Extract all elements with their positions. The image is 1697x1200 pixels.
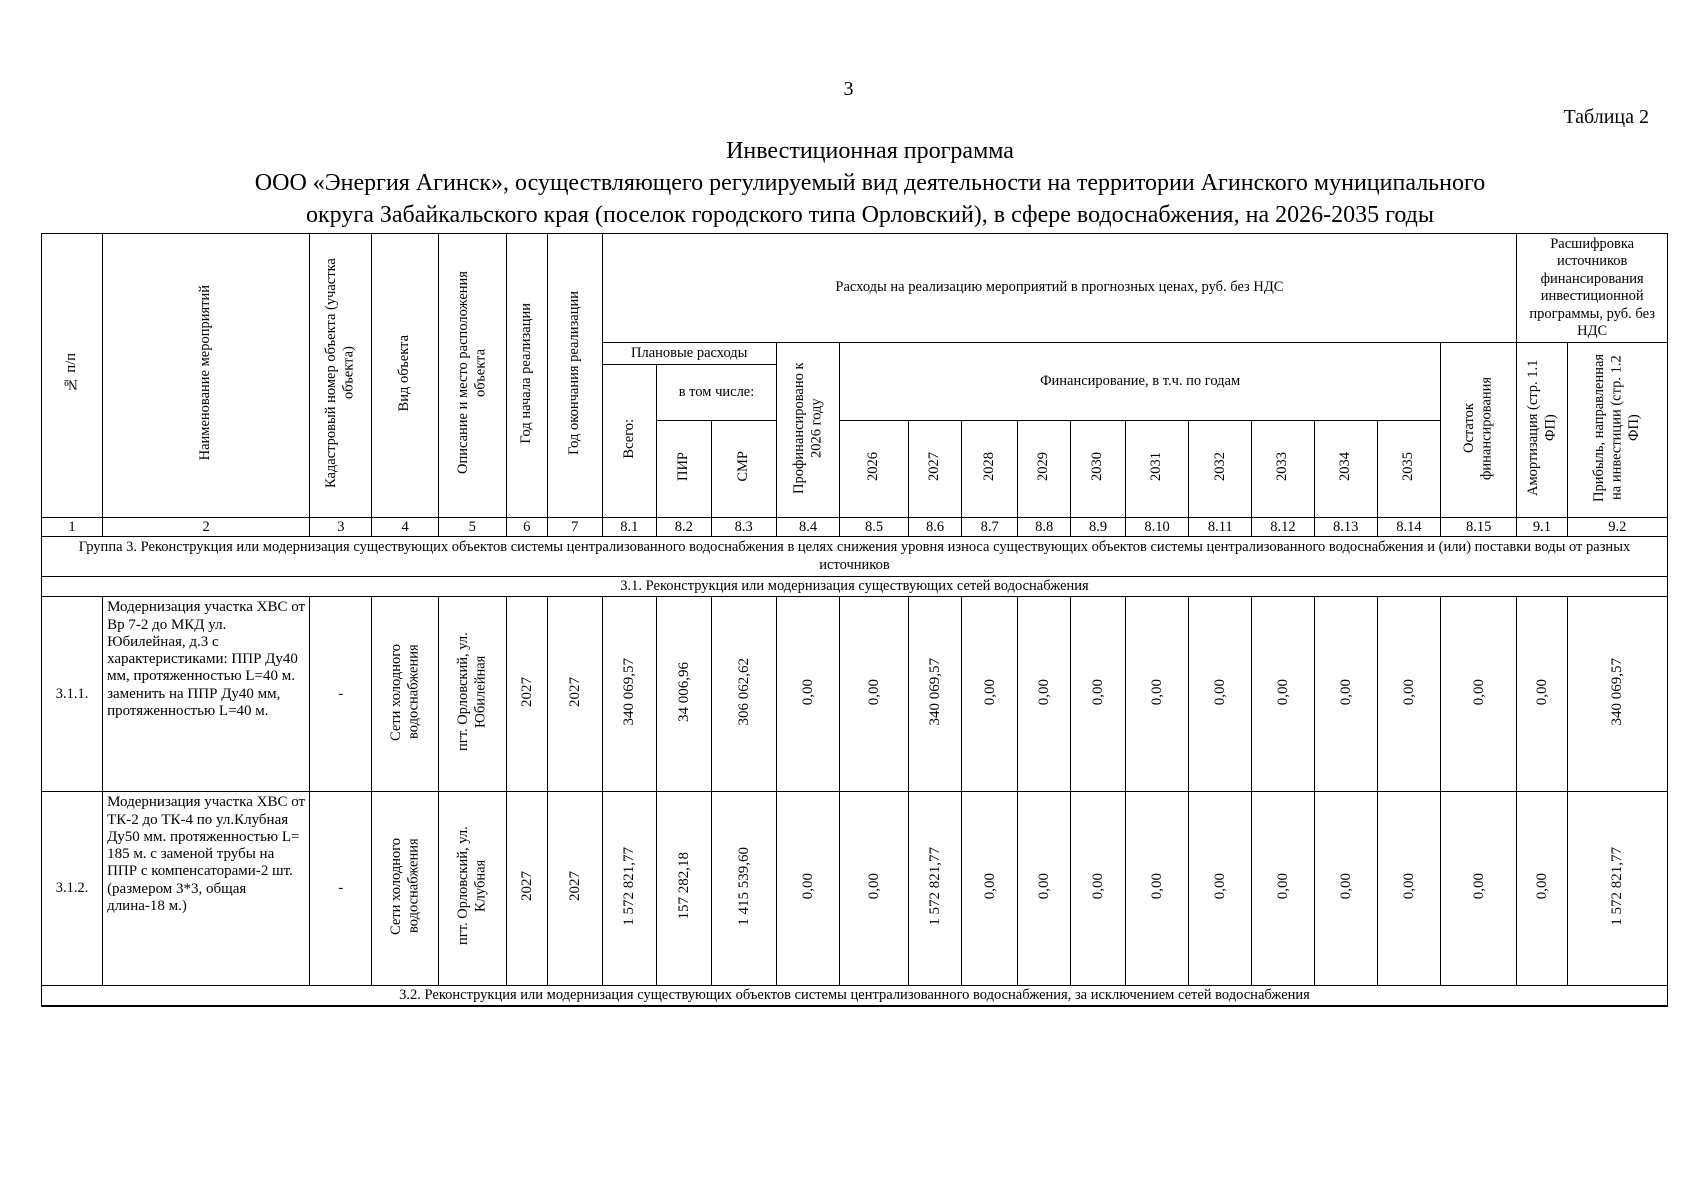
col-number: 8.12 — [1252, 518, 1314, 537]
section-3-2-heading: 3.2. Реконструкция или модернизация существующих объектов системы централизованного водоснабжения, за исключением сетей водоснабжения — [42, 986, 1668, 1006]
col-number: 8.2 — [657, 518, 712, 537]
header-financing: Финансирование, в т.ч. по годам — [840, 343, 1441, 421]
row-start: 2027 — [506, 792, 547, 986]
row-y2034: 0,00 — [1314, 792, 1377, 986]
row-y2029: 0,00 — [1017, 597, 1070, 792]
header-planned: Плановые расходы — [602, 343, 776, 365]
header-description: Описание и место расположения объекта — [438, 234, 506, 518]
row-cadastral: - — [310, 597, 372, 792]
row-y2030: 0,00 — [1071, 792, 1126, 986]
row-y2029: 0,00 — [1017, 792, 1070, 986]
row-num: 3.1.2. — [42, 792, 103, 986]
column-numbers-row — [42, 518, 1668, 537]
row-start: 2027 — [506, 597, 547, 792]
doc-title: Инвестиционная программа — [726, 138, 1014, 164]
col-number: 3 — [310, 518, 372, 537]
row-prefinanced: 0,00 — [776, 792, 839, 986]
row-y2027: 340 069,57 — [908, 597, 961, 792]
row-end: 2027 — [547, 792, 602, 986]
row-type: Сети холодного водоснабжения — [372, 597, 439, 792]
row-type: Сети холодного водоснабжения — [372, 792, 439, 986]
row-y2033: 0,00 — [1252, 792, 1314, 986]
row-y2031: 0,00 — [1125, 792, 1188, 986]
row-smr: 1 415 539,60 — [711, 792, 776, 986]
header-remainder: Остаток финансирования — [1441, 343, 1517, 518]
table-label: Таблица 2 — [1563, 106, 1649, 128]
header-end-year: Год окончания реализации — [547, 234, 602, 518]
row-profit: 340 069,57 — [1567, 597, 1667, 792]
investment-table — [41, 233, 1668, 1007]
row-location: пгт. Орловский, ул. Юбилейная — [438, 597, 506, 792]
col-number: 4 — [372, 518, 439, 537]
header-smr: СМР — [711, 421, 776, 518]
row-location: пгт. Орловский, ул. Клубная — [438, 792, 506, 986]
header-year: 2029 — [1017, 421, 1070, 518]
row-y2032: 0,00 — [1189, 792, 1252, 986]
header-year: 2032 — [1189, 421, 1252, 518]
header-year: 2033 — [1252, 421, 1314, 518]
row-y2031: 0,00 — [1125, 597, 1188, 792]
col-number: 8.15 — [1441, 518, 1517, 537]
header-year: 2034 — [1314, 421, 1377, 518]
header-year: 2035 — [1377, 421, 1440, 518]
row-y2032: 0,00 — [1189, 597, 1252, 792]
col-number: 8.3 — [711, 518, 776, 537]
row-y2034: 0,00 — [1314, 597, 1377, 792]
col-number: 7 — [547, 518, 602, 537]
col-number: 9.1 — [1517, 518, 1567, 537]
col-number: 8.7 — [962, 518, 1018, 537]
table-row — [42, 792, 1668, 986]
row-end: 2027 — [547, 597, 602, 792]
header-year: 2030 — [1071, 421, 1126, 518]
row-pir: 157 282,18 — [657, 792, 712, 986]
section-3-1-heading: 3.1. Реконструкция или модернизация существующих сетей водоснабжения — [42, 577, 1668, 597]
header-num: № п/п — [42, 234, 103, 518]
header-cadastral: Кадастровый номер объекта (участка объекта) — [310, 234, 372, 518]
header-year: 2031 — [1125, 421, 1188, 518]
col-number: 6 — [506, 518, 547, 537]
row-y2028: 0,00 — [962, 597, 1018, 792]
col-number: 8.4 — [776, 518, 839, 537]
header-expenses: Расходы на реализацию мероприятий в прогнозных ценах, руб. без НДС — [602, 234, 1517, 343]
row-remainder: 0,00 — [1441, 792, 1517, 986]
header-year: 2026 — [840, 421, 909, 518]
table-row — [42, 597, 1668, 792]
row-total: 340 069,57 — [602, 597, 657, 792]
col-number: 8.10 — [1125, 518, 1188, 537]
row-profit: 1 572 821,77 — [1567, 792, 1667, 986]
row-name: Модернизация участка ХВС от Вр 7-2 до МКД ул. Юбилейная, д.3 с характеристиками: ППР Ду40 мм, протяженностью L=40 м. заменить на ППР Ду40 мм, протяженностью L=40 м. — [103, 597, 310, 792]
col-number: 8.8 — [1017, 518, 1070, 537]
row-y2026: 0,00 — [840, 597, 909, 792]
page-number: 3 — [843, 78, 854, 100]
row-y2027: 1 572 821,77 — [908, 792, 961, 986]
row-y2035: 0,00 — [1377, 597, 1440, 792]
header-prefinanced: Профинансировано к 2026 году — [776, 343, 839, 518]
col-number: 1 — [42, 518, 103, 537]
row-name: Модернизация участка ХВС от ТК-2 до ТК-4 по ул.Клубная Ду50 мм. протяженностью L= 185 м. с заменой трубы на ППР с компенсаторами-2 шт. (размером 3*3, общая длина-18 м.) — [103, 792, 310, 986]
header-pir: ПИР — [657, 421, 712, 518]
group-3-heading: Группа 3. Реконструкция или модернизация существующих объектов системы централизованного водоснабжения в целях снижения уровня износа существующих объектов системы централизованного водоснабжения и (или) поставки воды от разных источников — [42, 537, 1668, 577]
col-number: 8.1 — [602, 518, 657, 537]
col-number: 8.6 — [908, 518, 961, 537]
header-name: Наименование мероприятий — [103, 234, 310, 518]
col-number: 9.2 — [1567, 518, 1667, 537]
row-amortization: 0,00 — [1517, 597, 1567, 792]
col-number: 5 — [438, 518, 506, 537]
row-total: 1 572 821,77 — [602, 792, 657, 986]
row-pir: 34 006,96 — [657, 597, 712, 792]
doc-subtitle-line1: ООО «Энергия Агинск», осуществляющего регулируемый вид деятельности на территории Агинского муниципального — [254, 170, 1486, 196]
row-smr: 306 062,62 — [711, 597, 776, 792]
col-number: 8.9 — [1071, 518, 1126, 537]
row-y2030: 0,00 — [1071, 597, 1126, 792]
doc-subtitle-line2: округа Забайкальского края (поселок городского типа Орловский), в сфере водоснабжения, на 2026-2035 годы — [306, 202, 1434, 228]
row-num: 3.1.1. — [42, 597, 103, 792]
col-number: 8.5 — [840, 518, 909, 537]
header-year: 2027 — [908, 421, 961, 518]
header-total: Всего: — [602, 365, 657, 518]
row-y2035: 0,00 — [1377, 792, 1440, 986]
row-amortization: 0,00 — [1517, 792, 1567, 986]
header-amortization: Амортизация (стр. 1.1 ФП) — [1517, 343, 1567, 518]
header-type: Вид объекта — [372, 234, 439, 518]
row-y2028: 0,00 — [962, 792, 1018, 986]
row-y2033: 0,00 — [1252, 597, 1314, 792]
row-y2026: 0,00 — [840, 792, 909, 986]
row-cadastral: - — [310, 792, 372, 986]
row-remainder: 0,00 — [1441, 597, 1517, 792]
col-number: 8.14 — [1377, 518, 1440, 537]
col-number: 8.13 — [1314, 518, 1377, 537]
header-year: 2028 — [962, 421, 1018, 518]
header-profit: Прибыль, направленная на инвестиции (стр. 1.2 ФП) — [1567, 343, 1667, 518]
row-prefinanced: 0,00 — [776, 597, 839, 792]
col-number: 2 — [103, 518, 310, 537]
header-including: в том числе: — [657, 365, 777, 421]
header-sources: Расшифровка источников финансирования инвестиционной программы, руб. без НДС — [1517, 234, 1668, 343]
col-number: 8.11 — [1189, 518, 1252, 537]
header-start-year: Год начала реализации — [506, 234, 547, 518]
